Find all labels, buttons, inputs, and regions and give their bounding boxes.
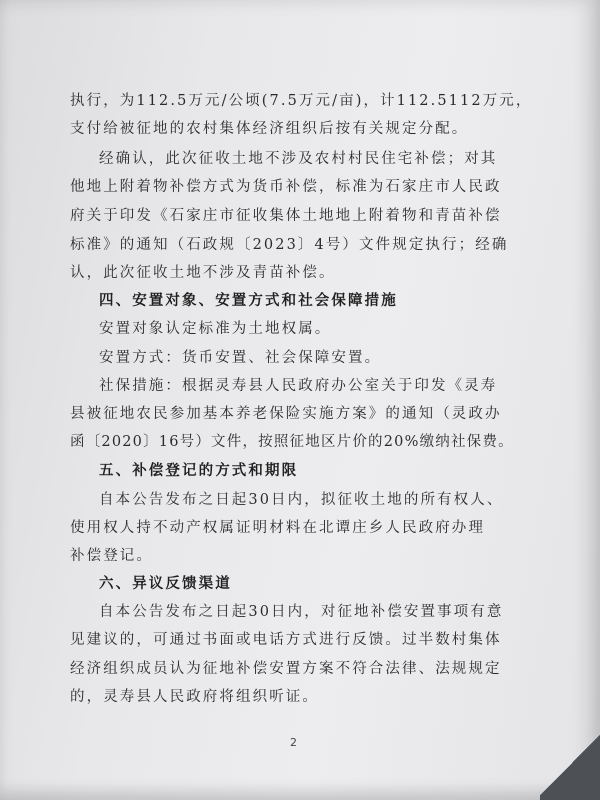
paragraph-line: 见建议的，可通过书面或电话方式进行反馈。过半数村集体 <box>70 632 502 648</box>
paragraph-line: 认，此次征收土地不涉及青苗补偿。 <box>70 265 336 281</box>
paragraph-line: 社保措施：根据灵寿县人民政府办公室关于印发《灵寿 <box>99 378 498 394</box>
page-number: 2 <box>290 736 297 749</box>
paragraph-line: 标准》的通知（石政规〔2023〕4号）文件规定执行；经确 <box>70 237 509 253</box>
section-heading: 六、异议反馈渠道 <box>99 576 232 592</box>
paragraph-line: 安置对象认定标准为土地权属。 <box>99 321 332 337</box>
paragraph-line: 自本公告发布之日起30日内，对征地补偿安置事项有意 <box>99 604 504 620</box>
paragraph-line: 经确认，此次征收土地不涉及农村村民住宅补偿；对其 <box>99 151 498 167</box>
paragraph-line: 府关于印发《石家庄市征收集体土地地上附着物和青苗补偿 <box>70 208 502 224</box>
section-heading: 四、安置对象、安置方式和社会保障措施 <box>99 293 398 309</box>
paragraph-line: 经济组织成员认为征地补偿安置方案不符合法律、法规规定 <box>70 661 502 677</box>
paragraph-line: 安置方式：货币安置、社会保障安置。 <box>99 350 382 366</box>
paragraph-line: 县被征地农民参加基本养老保险实施方案》的通知（灵政办 <box>70 406 502 422</box>
section-heading: 五、补偿登记的方式和期限 <box>99 463 299 479</box>
paragraph-line: 函〔2020〕16号）文件，按照征地区片价的20%缴纳社保费。 <box>70 434 514 450</box>
paragraph-line: 支付给被征地的农村集体经济组织后按有关规定分配。 <box>70 121 469 137</box>
paragraph-line: 他地上附着物补偿方式为货币补偿，标准为石家庄市人民政 <box>70 179 502 195</box>
paragraph-line: 自本公告发布之日起30日内，拟征收土地的所有权人、 <box>99 492 504 508</box>
background-corner <box>540 730 600 800</box>
paragraph-line: 的，灵寿县人民政府将组织听证。 <box>70 689 319 705</box>
paragraph-line: 使用权人持不动产权属证明材料在北谭庄乡人民政府办理 <box>70 520 485 536</box>
paragraph-line: 执行，为112.5万元/公顷(7.5万元/亩)，计112.5112万元， <box>70 93 533 109</box>
paragraph-line: 补偿登记。 <box>70 548 153 564</box>
